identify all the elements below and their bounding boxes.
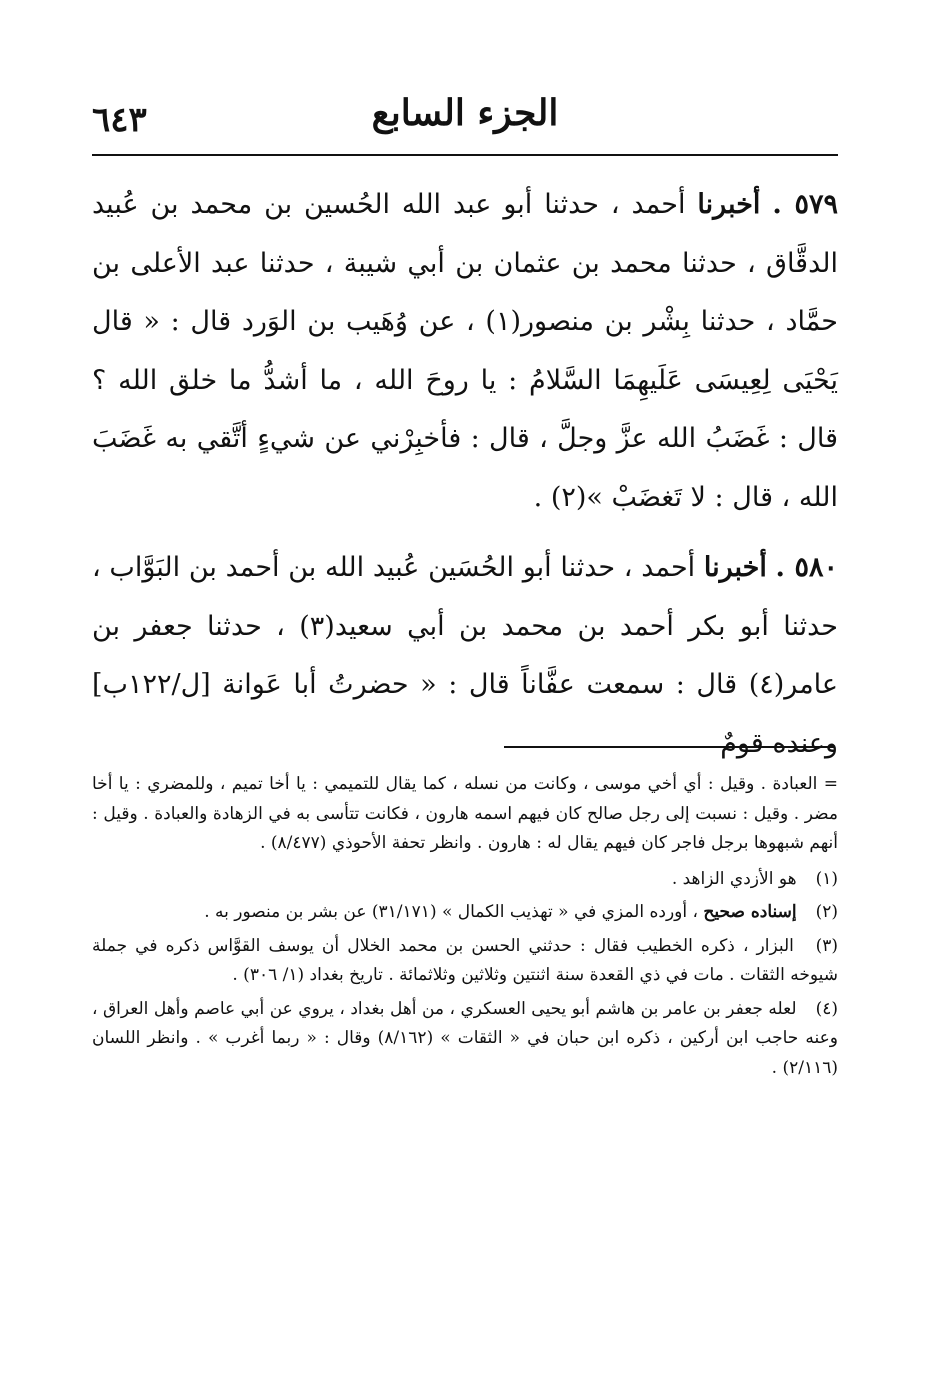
footnote-emphasis: إسناده صحيح [703,902,797,922]
footnote-1 [92,865,838,895]
hadith-number: ٥٨٠ . [775,552,838,583]
footnote-3 [92,932,838,991]
page-header [92,92,838,154]
footnote-marker: (٤) [815,998,838,1019]
footnote-marker: (٣) [815,935,839,956]
footnotes [92,770,838,1087]
page-number: ٦٤٣ [92,100,147,140]
header-rule [92,154,838,156]
footnote-separator [504,746,834,748]
hadith-lead-word: أخبرنا [697,189,761,220]
footnote-marker: (٢) [815,902,838,922]
footnote-continuation: = العبادة . وقيل : أي أخي موسى ، وكانت من نسله ، كما يقال للتميمي : يا أخا تميم ، وللمضري : يا أخا مضر . وقيل : نسبت إلى رجل صالح كان فيهم اسمه هارون ، فكانت تتأسى به في الزهادة والعبادة . وقيل : أنهم شبهوها برجل فاجر كان فيهم يقال له : هارون . وانظر تحفة الأحوذي (٨/٤٧٧) . [92,774,838,853]
hadith-text: أحمد ، حدثنا أبو الحُسَين عُبيد الله بن أحمد بن البَوَّاب ، حدثنا أبو بكر أحمد بن محمد بن أبي سعيد(٣) ، حدثنا جعفر بن عامر(٤) قال : سمعت عفَّاناً قال : « حضرتُ أبا عَوانة [ل/١٢٢ب] وعنده قومٌ [92,552,838,759]
hadith-text: أحمد ، حدثنا أبو عبد الله الحُسين بن محمد بن عُبيد الدقَّاق ، حدثنا محمد بن عثمان بن أبي شيبة ، حدثنا عبد الأعلى بن حمَّاد ، حدثنا بِشْر بن منصور(١) ، عن وُهَيب بن الوَرد قال : « قال يَحْيَى لِعِيسَى عَلَيهِمَا السَّلامُ : يا روحَ الله ، ما أشدُّ ما خلق الله ؟ قال : غَضَبُ الله عزَّ وجلَّ ، قال : فأخبِرْني عن شيءٍ أتَّقي به غَضَبَ الله ، قال : لا تَغضَبْ »(٢) . [92,189,838,513]
footnote-marker: (١) [815,868,838,889]
hadith-580 [92,539,838,773]
footnote-2 [92,898,838,928]
footnote-4 [92,995,838,1084]
hadith-number: ٥٧٩ . [772,189,838,220]
footnote-text: البزار ، ذكره الخطيب فقال : حدثني الحسن بن محمد الخلال أن يوسف القوَّاس ذكره في جملة شيوخه الثقات . مات في ذي القعدة سنة اثنتين وثلاثين وثلاثمائة . تاريخ بغداد (١/ ٣٠٦) . [92,935,838,985]
footnote-text: هو الأزدي الزاهد . [671,868,797,889]
running-title: الجزء السابع [371,92,559,134]
hadith-lead-word: أخبرنا [703,552,767,583]
hadith-579 [92,176,838,527]
main-text [92,176,838,785]
footnote-text: ، أورده المزي في « تهذيب الكمال » (٣١/١٧١) عن بشر بن منصور به . [204,902,698,922]
footnote-text: لعله جعفر بن عامر بن هاشم أبو يحيى العسكري ، من أهل بغداد ، يروي عن أبي عاصم وأهل العراق ، وعنه حاجب ابن أركين ، ذكره ابن حبان في « الثقات » (٨/١٦٢) وقال : « ربما أغرب » . وانظر اللسان (٢/١١٦) . [92,998,838,1078]
